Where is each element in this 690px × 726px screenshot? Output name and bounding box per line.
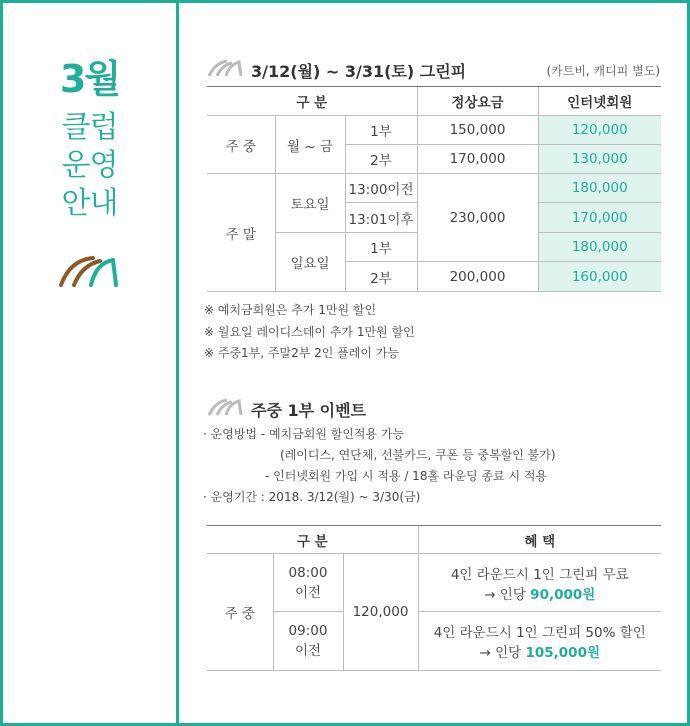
- fee-notes: [204, 300, 415, 365]
- benefit-price-line: [419, 641, 662, 661]
- table-row: [207, 554, 661, 612]
- section1-title: [207, 58, 466, 82]
- sidebar-line-1: 클럽: [61, 110, 118, 145]
- regular-price: 150,000: [417, 116, 538, 145]
- regular-price: 200,000: [417, 262, 538, 292]
- weekend-label: 주 말: [207, 174, 275, 292]
- time-value: 09:00: [288, 623, 328, 639]
- internet-price: 180,000: [538, 233, 661, 262]
- internet-price: 130,000: [538, 145, 661, 174]
- event-price: 120,000: [343, 554, 418, 671]
- benefit-price-line: [419, 583, 662, 603]
- sunday-label: 일요일: [275, 233, 345, 292]
- slot-cell: 13:00이전: [345, 174, 417, 203]
- time-cell: [273, 554, 343, 612]
- section1-title-text: 3/12(월) ~ 3/31(토) 그린피: [251, 61, 467, 81]
- slot-cell: 2부: [345, 145, 417, 174]
- brand-logo-icon: [58, 255, 120, 291]
- sidebar-line-3: 안내: [61, 186, 118, 221]
- benefit-prefix: → 인당: [484, 586, 531, 603]
- slot-cell: 1부: [345, 233, 417, 262]
- event-line: · 운영기간 : 2018. 3/12(월) ~ 3/30(금): [203, 490, 421, 504]
- event-table: [207, 525, 661, 671]
- table-row: [207, 612, 661, 671]
- regular-price: 170,000: [417, 145, 538, 174]
- header-category: 구 분: [207, 526, 418, 554]
- sidebar-month: 3월: [59, 57, 120, 101]
- header-category: 구 분: [207, 87, 417, 116]
- internet-price: 160,000: [538, 262, 661, 292]
- table-header-row: [207, 87, 661, 116]
- note-item: ※ 예치금회원은 추가 1만원 할인: [204, 303, 377, 317]
- event-line: - 인터넷회원 가입 시 적용 / 18홀 라운딩 종료 시 적용: [265, 469, 548, 483]
- note-item: ※ 월요일 레이디스데이 추가 1만원 할인: [204, 324, 415, 339]
- slot-cell: 1부: [345, 116, 417, 145]
- time-suffix: 이전: [294, 584, 322, 601]
- event-line: (레이디스, 연단체, 선불카드, 쿠폰 등 중복할인 불가): [280, 448, 556, 462]
- benefit-cell: [418, 554, 661, 612]
- header-regular: 정상요금: [417, 87, 538, 116]
- saturday-label: 토요일: [275, 174, 345, 233]
- header-internet: 인터넷회원: [538, 87, 661, 116]
- header-benefit: 혜 택: [418, 526, 661, 554]
- benefit-text: 4인 라운드시 1인 그린피 50% 할인: [433, 625, 646, 641]
- benefit-cell: [418, 612, 661, 671]
- table-header-row: [207, 526, 661, 554]
- time-value: 08:00: [288, 564, 328, 581]
- benefit-price: 105,000원: [525, 645, 600, 661]
- section-mark-icon: [207, 398, 243, 420]
- green-fee-table: [207, 86, 661, 292]
- benefit-price: 90,000원: [530, 586, 596, 603]
- internet-price: 180,000: [538, 174, 661, 203]
- time-suffix: 이전: [294, 643, 322, 659]
- weekday-label: 주 중: [207, 554, 273, 671]
- table-row: [207, 174, 661, 203]
- weekday-days: 월 ~ 금: [275, 116, 345, 174]
- sidebar-divider: [176, 0, 179, 726]
- time-cell: [273, 612, 343, 671]
- regular-price: 230,000: [417, 174, 538, 262]
- slot-cell: 2부: [345, 262, 417, 292]
- table-row: [207, 116, 661, 145]
- slot-cell: 13:01이후: [345, 203, 417, 233]
- section-mark-icon: [207, 59, 243, 81]
- section2-title: [207, 397, 366, 421]
- internet-price: 170,000: [538, 203, 661, 233]
- sidebar-line-2: 운영: [61, 148, 118, 183]
- weekday-label: 주 중: [207, 116, 275, 174]
- benefit-text: 4인 라운드시 1인 그린피 무료: [450, 566, 629, 583]
- fee-exclusion-note: (카트비, 캐디피 별도): [546, 64, 660, 78]
- note-item: ※ 주중1부, 주말2부 2인 플레이 가능: [204, 346, 399, 360]
- benefit-prefix: → 인당: [479, 645, 526, 661]
- section2-title-text: 주중 1부 이벤트: [251, 400, 367, 420]
- internet-price: 120,000: [538, 116, 661, 145]
- event-line: · 운영방법 - 예치금회원 할인적용 가능: [203, 427, 405, 441]
